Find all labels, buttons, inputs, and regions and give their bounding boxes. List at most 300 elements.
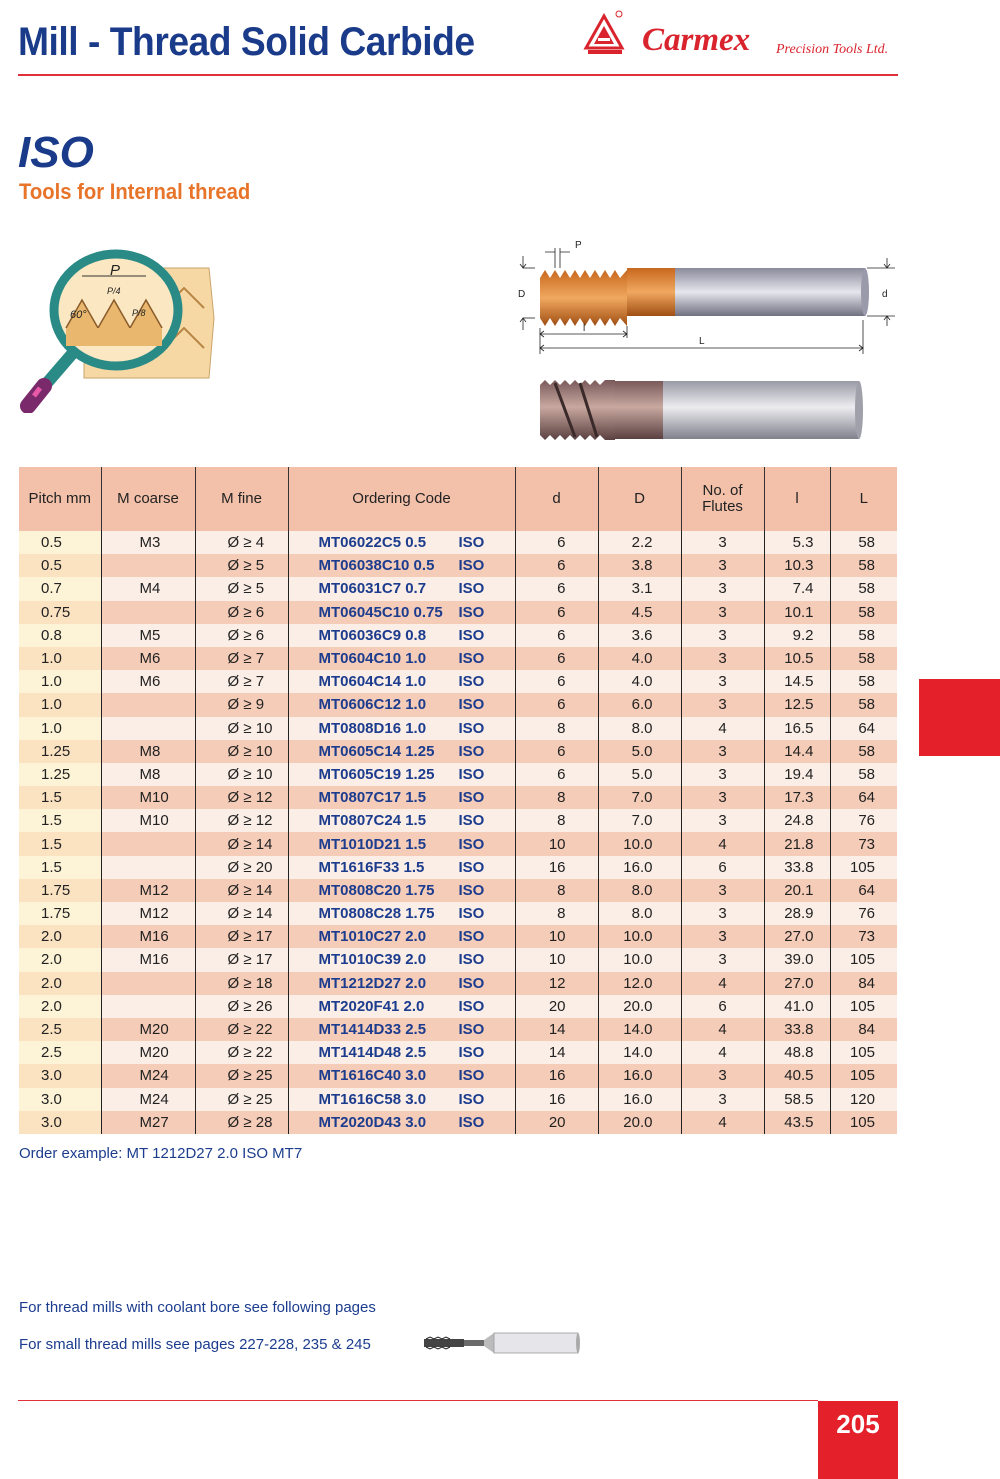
overall-length-cell: 105 [830,1041,897,1064]
shank-diameter-cell: 14 [515,1041,598,1064]
coarse-thread-cell: M8 [101,740,195,763]
shank-diameter-cell: 6 [515,647,598,670]
pitch-cell: 2.0 [19,925,101,948]
flutes-cell: 3 [681,554,764,577]
flutes-cell: 4 [681,1041,764,1064]
cutting-length-cell: 40.5 [764,1064,830,1087]
pitch-cell: 0.5 [19,554,101,577]
ordering-code: MT1010D21 1.5 [318,835,427,853]
brand-tagline: Precision Tools Ltd. [776,42,889,57]
cutting-length-cell: 48.8 [764,1041,830,1064]
overall-length-cell: 105 [830,1064,897,1087]
coarse-thread-cell [101,856,195,879]
fine-thread-cell: Ø ≥ 12 [195,809,288,832]
thread-standard: ISO [458,1021,485,1039]
cutting-length-cell: 33.8 [764,856,830,879]
cutting-diameter-cell: 8.0 [598,879,681,902]
overall-length-cell: 58 [830,740,897,763]
ordering-code: MT0808C20 1.75 [318,881,435,899]
cutting-length-cell: 10.5 [764,647,830,670]
overall-length-cell: 105 [830,1111,897,1134]
coarse-thread-cell: M10 [101,809,195,832]
fine-thread-cell: Ø ≥ 5 [195,554,288,577]
pitch-cell: 0.5 [19,531,101,554]
ordering-code: MT0808C28 1.75 [318,905,435,923]
shank-diameter-cell: 6 [515,693,598,716]
coarse-thread-cell: M24 [101,1064,195,1087]
table-row [19,1111,897,1134]
thread-standard: ISO [458,626,485,644]
table-row [19,879,897,902]
coarse-thread-cell [101,601,195,624]
shank-diameter-cell: 10 [515,948,598,971]
ordering-code-cell [288,1064,515,1087]
thread-mill-table [19,467,897,1134]
cutting-length-cell: 16.5 [764,717,830,740]
overall-length-cell: 76 [830,809,897,832]
cutting-diameter-cell: 5.0 [598,740,681,763]
fine-thread-cell: Ø ≥ 26 [195,995,288,1018]
fine-thread-cell: Ø ≥ 28 [195,1111,288,1134]
table-row [19,763,897,786]
ordering-code-cell [288,786,515,809]
coolant-note: For thread mills with coolant bore see following pages [19,1299,376,1316]
flutes-cell: 3 [681,647,764,670]
coarse-thread-cell: M10 [101,786,195,809]
coarse-thread-cell: M20 [101,1041,195,1064]
pitch-cell: 1.25 [19,763,101,786]
fine-thread-cell: Ø ≥ 10 [195,717,288,740]
flutes-cell: 3 [681,531,764,554]
overall-length-cell: 64 [830,879,897,902]
fine-thread-cell: Ø ≥ 22 [195,1018,288,1041]
ordering-code: MT0604C14 1.0 [318,673,427,691]
pitch-cell: 1.75 [19,879,101,902]
pitch-cell: 1.5 [19,832,101,855]
ordering-code: MT1616F33 1.5 [318,858,425,876]
col-header-D: D [598,467,681,531]
ordering-code-cell [288,740,515,763]
coarse-thread-cell: M3 [101,531,195,554]
fine-thread-cell: Ø ≥ 7 [195,647,288,670]
shank-diameter-cell: 6 [515,763,598,786]
thread-standard: ISO [458,696,485,714]
page-title: Mill - Thread Solid Carbide [18,20,475,64]
coarse-thread-cell: M16 [101,948,195,971]
table-row [19,925,897,948]
ordering-code: MT0606C12 1.0 [318,696,427,714]
thread-standard: ISO [458,742,485,760]
thread-standard: ISO [458,997,485,1015]
table-row [19,624,897,647]
cutting-length-cell: 41.0 [764,995,830,1018]
cutting-length-cell: 43.5 [764,1111,830,1134]
overall-length-label: L [699,336,705,347]
flutes-cell: 3 [681,879,764,902]
page-number-box [818,1401,898,1479]
coarse-thread-cell: M27 [101,1111,195,1134]
order-example: Order example: MT 1212D27 2.0 ISO MT7 [19,1145,303,1162]
shank-diameter-cell: 16 [515,1088,598,1111]
table-row [19,554,897,577]
shank-diameter-label: d [882,289,888,300]
cutting-diameter-cell: 4.0 [598,647,681,670]
table-row [19,1064,897,1087]
table-row [19,717,897,740]
flutes-cell: 3 [681,763,764,786]
cutting-diameter-cell: 16.0 [598,1088,681,1111]
ordering-code: MT2020F41 2.0 [318,997,425,1015]
overall-length-cell: 76 [830,902,897,925]
fine-thread-cell: Ø ≥ 10 [195,763,288,786]
cutting-length-cell: 19.4 [764,763,830,786]
overall-length-cell: 105 [830,948,897,971]
flutes-cell: 3 [681,925,764,948]
cutting-diameter-cell: 2.2 [598,531,681,554]
overall-length-cell: 105 [830,856,897,879]
fine-thread-cell: Ø ≥ 25 [195,1064,288,1087]
pitch-label: P [110,262,121,279]
ordering-code: MT1010C39 2.0 [318,951,427,969]
ordering-code: MT1414D48 2.5 [318,1044,427,1062]
pitch-cell: 1.0 [19,717,101,740]
cutting-diameter-cell: 10.0 [598,948,681,971]
ordering-code-cell [288,763,515,786]
fine-thread-cell: Ø ≥ 5 [195,577,288,600]
ordering-code-cell [288,809,515,832]
ordering-code: MT0807C24 1.5 [318,812,427,830]
flutes-cell: 4 [681,1018,764,1041]
flutes-cell: 4 [681,972,764,995]
col-header-flutes: No. of Flutes [681,467,764,531]
thread-standard: ISO [458,789,485,807]
ordering-code: MT06038C10 0.5 [318,557,435,575]
ordering-code-cell [288,531,515,554]
cutting-diameter-cell: 7.0 [598,809,681,832]
ordering-code: MT06045C10 0.75 [318,603,443,621]
ordering-code-cell [288,577,515,600]
shank-diameter-cell: 10 [515,925,598,948]
cutting-diameter-cell: 7.0 [598,786,681,809]
thread-standard: ISO [458,580,485,598]
overall-length-cell: 73 [830,832,897,855]
fine-thread-cell: Ø ≥ 17 [195,948,288,971]
flutes-cell: 3 [681,693,764,716]
shank-diameter-cell: 8 [515,786,598,809]
thread-standard: ISO [458,881,485,899]
cutting-length-cell: 21.8 [764,832,830,855]
pitch-cell: 3.0 [19,1088,101,1111]
cutting-diameter-cell: 12.0 [598,972,681,995]
small-thread-mill-icon [422,1331,582,1355]
thread-standard: ISO [458,905,485,923]
overall-length-cell: 58 [830,554,897,577]
col-header-l: l [764,467,830,531]
flutes-cell: 3 [681,786,764,809]
cutting-length-cell: 24.8 [764,809,830,832]
fine-thread-cell: Ø ≥ 9 [195,693,288,716]
shank-diameter-cell: 6 [515,531,598,554]
cutting-diameter-cell: 16.0 [598,856,681,879]
ordering-code-cell [288,693,515,716]
pitch-cell: 2.0 [19,972,101,995]
ordering-code-cell [288,670,515,693]
cutting-diameter-cell: 4.0 [598,670,681,693]
quarter-pitch-label: P/4 [107,286,121,296]
footer-rule [18,1400,818,1401]
col-header-code: Ordering Code [288,467,515,531]
table-row [19,902,897,925]
shank-diameter-cell: 8 [515,809,598,832]
pitch-cell: 1.5 [19,786,101,809]
table-row [19,577,897,600]
pitch-dimension-label: P [575,240,582,251]
flutes-cell: 3 [681,1088,764,1111]
ordering-code-cell [288,1088,515,1111]
flutes-cell: 3 [681,601,764,624]
ordering-code: MT0605C19 1.25 [318,765,435,783]
brand-logo [582,10,902,70]
shank-diameter-cell: 8 [515,717,598,740]
cutting-diameter-cell: 3.1 [598,577,681,600]
cutting-diameter-cell: 10.0 [598,925,681,948]
small-mills-note: For small thread mills see pages 227-228, 235 & 245 [19,1336,371,1353]
table-row [19,531,897,554]
coarse-thread-cell [101,693,195,716]
cutting-length-cell: 10.3 [764,554,830,577]
thread-mill-photo [535,375,865,445]
flutes-cell: 3 [681,624,764,647]
overall-length-cell: 84 [830,972,897,995]
shank-diameter-cell: 16 [515,856,598,879]
carmex-emblem-icon [582,10,642,70]
ordering-code-cell [288,856,515,879]
pitch-cell: 1.25 [19,740,101,763]
overall-length-cell: 58 [830,763,897,786]
ordering-code: MT2020D43 3.0 [318,1113,427,1131]
overall-length-cell: 58 [830,693,897,716]
cutting-diameter-cell: 6.0 [598,693,681,716]
ordering-code: MT0808D16 1.0 [318,719,427,737]
table-row [19,601,897,624]
shank-diameter-cell: 20 [515,1111,598,1134]
shank-diameter-cell: 20 [515,995,598,1018]
thread-standard: ISO [458,673,485,691]
cutting-diameter-cell: 16.0 [598,1064,681,1087]
thread-standard: ISO [458,1113,485,1131]
fine-thread-cell: Ø ≥ 18 [195,972,288,995]
shank-diameter-cell: 8 [515,879,598,902]
table-row [19,1088,897,1111]
table-row [19,693,897,716]
ordering-code: MT1616C40 3.0 [318,1067,427,1085]
shank-diameter-cell: 16 [515,1064,598,1087]
pitch-cell: 1.0 [19,670,101,693]
table-row [19,1018,897,1041]
thread-standard: ISO [458,812,485,830]
cutting-length-cell: 28.9 [764,902,830,925]
overall-length-cell: 58 [830,601,897,624]
coarse-thread-cell [101,995,195,1018]
cutting-length-cell: 14.4 [764,740,830,763]
cutting-diameter-cell: 10.0 [598,832,681,855]
ordering-code-cell [288,995,515,1018]
ordering-code: MT1414D33 2.5 [318,1021,427,1039]
cutting-length-cell: 17.3 [764,786,830,809]
section-tab-marker [919,679,1000,756]
coarse-thread-cell [101,972,195,995]
coarse-thread-cell: M20 [101,1018,195,1041]
ordering-code-cell [288,879,515,902]
overall-length-cell: 58 [830,624,897,647]
cutting-length-cell: 9.2 [764,624,830,647]
shank-diameter-cell: 12 [515,972,598,995]
table-row [19,809,897,832]
coarse-thread-cell [101,832,195,855]
overall-length-cell: 58 [830,577,897,600]
thread-standard: ISO [458,858,485,876]
pitch-cell: 1.0 [19,693,101,716]
cutting-diameter-cell: 8.0 [598,717,681,740]
fine-thread-cell: Ø ≥ 6 [195,601,288,624]
fine-thread-cell: Ø ≥ 25 [195,1088,288,1111]
ordering-code-cell [288,601,515,624]
flutes-cell: 3 [681,577,764,600]
ordering-code: MT06031C7 0.7 [318,580,427,598]
overall-length-cell: 84 [830,1018,897,1041]
ordering-code-cell [288,1041,515,1064]
overall-length-cell: 120 [830,1088,897,1111]
pitch-cell: 2.0 [19,995,101,1018]
coarse-thread-cell: M24 [101,1088,195,1111]
fine-thread-cell: Ø ≥ 14 [195,879,288,902]
ordering-code-cell [288,972,515,995]
coarse-thread-cell [101,717,195,740]
ordering-code: MT06022C5 0.5 [318,534,427,552]
pitch-cell: 3.0 [19,1064,101,1087]
cutting-diameter-cell: 14.0 [598,1041,681,1064]
table-row [19,995,897,1018]
flutes-cell: 3 [681,902,764,925]
shank-diameter-cell: 8 [515,902,598,925]
col-header-d: d [515,467,598,531]
section-subtitle: Tools for Internal thread [19,179,251,204]
col-header-L: L [830,467,897,531]
coarse-thread-cell: M12 [101,879,195,902]
cutting-diameter-cell: 3.6 [598,624,681,647]
ordering-code: MT0605C14 1.25 [318,742,435,760]
eighth-pitch-label: P/8 [132,308,146,318]
cutting-diameter-cell: 4.5 [598,601,681,624]
angle-label: 60° [70,309,87,321]
header-rule [18,74,898,76]
ordering-code: MT0604C10 1.0 [318,650,427,668]
shank-diameter-cell: 6 [515,577,598,600]
thread-standard: ISO [458,951,485,969]
coarse-thread-cell: M8 [101,763,195,786]
pitch-cell: 1.75 [19,902,101,925]
fine-thread-cell: Ø ≥ 22 [195,1041,288,1064]
pitch-cell: 2.5 [19,1041,101,1064]
cutting-length-cell: 7.4 [764,577,830,600]
table-row [19,948,897,971]
pitch-cell: 1.5 [19,809,101,832]
fine-thread-cell: Ø ≥ 17 [195,925,288,948]
col-header-coarse: M coarse [101,467,195,531]
coarse-thread-cell: M5 [101,624,195,647]
cutting-length-cell: 39.0 [764,948,830,971]
major-diameter-label: D [518,289,526,300]
flutes-cell: 3 [681,948,764,971]
thread-length-label: l [583,323,586,334]
cutting-length-cell: 10.1 [764,601,830,624]
cutting-length-cell: 5.3 [764,531,830,554]
cutting-length-cell: 27.0 [764,972,830,995]
ordering-code: MT06036C9 0.8 [318,626,427,644]
thread-standard: ISO [458,557,485,575]
overall-length-cell: 58 [830,647,897,670]
ordering-code-cell [288,925,515,948]
pitch-cell: 1.0 [19,647,101,670]
table-row [19,972,897,995]
flutes-cell: 4 [681,1111,764,1134]
table-row [19,1041,897,1064]
thread-standard: ISO [458,765,485,783]
coarse-thread-cell: M16 [101,925,195,948]
pitch-cell: 3.0 [19,1111,101,1134]
table-row [19,786,897,809]
coarse-thread-cell: M4 [101,577,195,600]
fine-thread-cell: Ø ≥ 14 [195,832,288,855]
thread-standard: ISO [458,534,485,552]
fine-thread-cell: Ø ≥ 7 [195,670,288,693]
col-header-pitch: Pitch mm [19,467,101,531]
ordering-code-cell [288,1018,515,1041]
coarse-thread-cell: M12 [101,902,195,925]
table-row [19,832,897,855]
thread-standard: ISO [458,603,485,621]
coarse-thread-cell [101,554,195,577]
table-row [19,647,897,670]
cutting-length-cell: 12.5 [764,693,830,716]
fine-thread-cell: Ø ≥ 20 [195,856,288,879]
shank-diameter-cell: 6 [515,670,598,693]
ordering-code-cell [288,647,515,670]
ordering-code-cell [288,948,515,971]
thread-standard: ISO [458,974,485,992]
overall-length-cell: 58 [830,670,897,693]
table-row [19,670,897,693]
shank-diameter-cell: 6 [515,554,598,577]
section-title: ISO [18,128,94,177]
tool-dimension-diagram [515,238,905,358]
pitch-cell: 2.0 [19,948,101,971]
ordering-code-cell [288,832,515,855]
ordering-code: MT1010C27 2.0 [318,928,427,946]
cutting-diameter-cell: 8.0 [598,902,681,925]
cutting-length-cell: 33.8 [764,1018,830,1041]
flutes-cell: 3 [681,740,764,763]
cutting-diameter-cell: 14.0 [598,1018,681,1041]
ordering-code-cell [288,624,515,647]
cutting-length-cell: 14.5 [764,670,830,693]
shank-diameter-cell: 10 [515,832,598,855]
coarse-thread-cell: M6 [101,647,195,670]
brand-name: Carmex [642,22,751,58]
pitch-cell: 0.7 [19,577,101,600]
ordering-code-cell [288,717,515,740]
table-row [19,856,897,879]
